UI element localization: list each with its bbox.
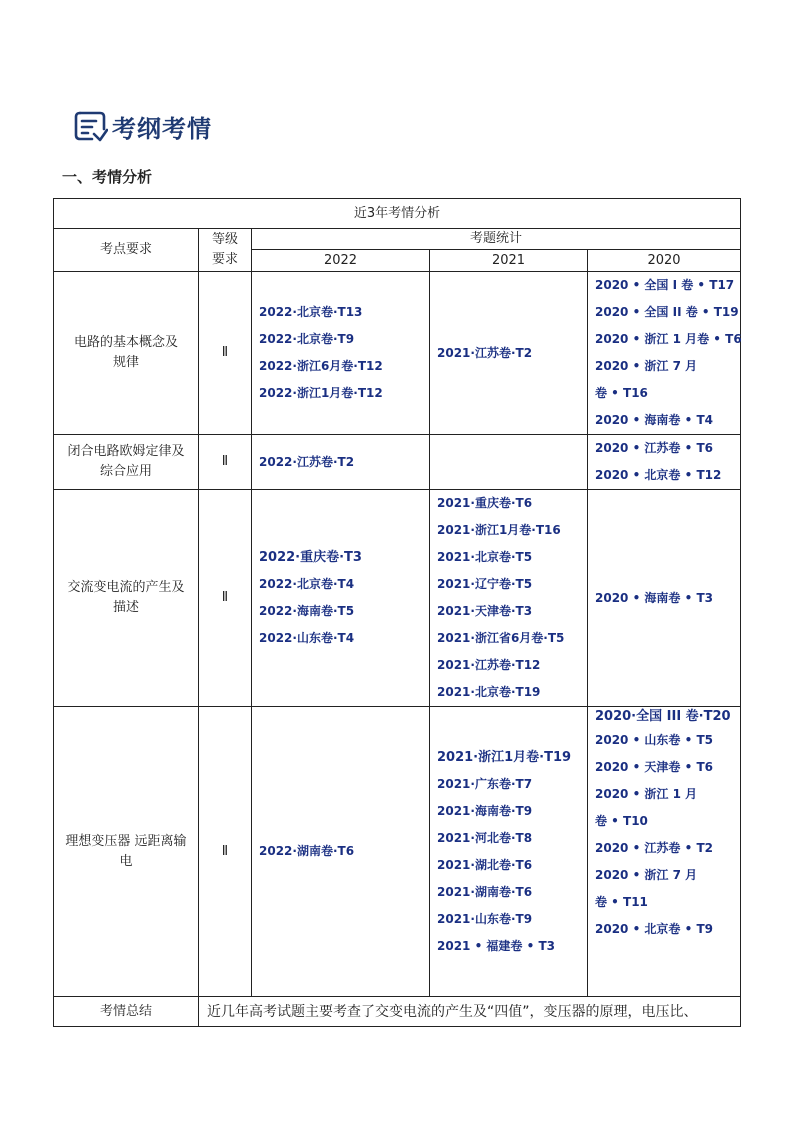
reference-item: 2020 • 海南卷 • T4 xyxy=(595,413,713,427)
reference-item: 2022·重庆卷·T3 xyxy=(259,550,362,565)
reference-item: 2022·北京卷·T13 xyxy=(259,305,363,319)
header-level: 等级要求 xyxy=(199,229,252,272)
refs-2021-cell xyxy=(430,272,588,435)
topic-cell: 闭合电路欧姆定律及综合应用 xyxy=(54,435,199,490)
reference-item: 2021·江苏卷·T2 xyxy=(437,345,533,360)
reference-item: 2020·全国 III 卷·T20 xyxy=(595,709,731,724)
exam-analysis-table xyxy=(53,198,741,1027)
reference-item: 2021·湖南卷·T6 xyxy=(437,884,533,899)
reference-item: 2021·湖北卷·T6 xyxy=(437,857,533,872)
level-cell: Ⅱ xyxy=(199,272,252,435)
header-stats: 考题统计 xyxy=(252,229,741,250)
topic-cell: 电路的基本概念及规律 xyxy=(54,272,199,435)
document-list-icon xyxy=(74,109,108,143)
reference-item: 2022·浙江6月卷·T12 xyxy=(259,359,383,373)
refs-2022-cell xyxy=(252,435,430,490)
level-cell: Ⅱ xyxy=(199,435,252,490)
section-heading: 一、考情分析 xyxy=(62,168,153,186)
refs-2020-cell xyxy=(588,272,741,435)
refs-2021-cell xyxy=(430,490,588,707)
reference-item: 2021·北京卷·T19 xyxy=(437,685,541,699)
page-header xyxy=(74,108,212,144)
reference-item: 2020 • 浙江 7 月 xyxy=(595,868,698,882)
reference-item: 2022·北京卷·T4 xyxy=(259,577,355,591)
table-title: 近3年考情分析 xyxy=(54,199,741,229)
reference-item: 卷 • T10 xyxy=(595,814,648,828)
header-topic: 考点要求 xyxy=(54,229,199,272)
topic-cell: 理想变压器 远距离输电 xyxy=(54,707,199,997)
reference-item: 2020 • 海南卷 • T3 xyxy=(595,590,713,605)
refs-2022-cell xyxy=(252,490,430,707)
reference-item: 2020 • 北京卷 • T9 xyxy=(595,922,713,936)
level-cell: Ⅱ xyxy=(199,490,252,707)
reference-item: 2021·广东卷·T7 xyxy=(437,776,533,791)
reference-item: 2020 • 浙江 1 月卷 • T6 xyxy=(595,332,742,346)
refs-2021-cell xyxy=(430,707,588,997)
header-year-2020: 2020 xyxy=(588,250,741,272)
refs-2020-cell xyxy=(588,490,741,707)
reference-item: 2020 • 北京卷 • T12 xyxy=(595,468,722,482)
topic-cell: 交流变电流的产生及描述 xyxy=(54,490,199,707)
refs-2020-cell xyxy=(588,707,741,997)
refs-2022-cell xyxy=(252,707,430,997)
reference-item: 2022·湖南卷·T6 xyxy=(259,844,355,858)
reference-item: 2022·浙江1月卷·T12 xyxy=(259,386,383,400)
reference-item: 2022·北京卷·T9 xyxy=(259,332,355,346)
header-year-2022: 2022 xyxy=(252,250,430,272)
reference-item: 卷 • T16 xyxy=(595,386,648,400)
reference-item: 2021·浙江省6月卷·T5 xyxy=(437,631,565,645)
reference-item: 2021·江苏卷·T12 xyxy=(437,658,541,672)
reference-item: 2020 • 浙江 7 月 xyxy=(595,359,698,373)
reference-item: 2021·北京卷·T5 xyxy=(437,550,533,564)
reference-item: 2020 • 山东卷 • T5 xyxy=(595,733,713,747)
reference-item: 2021·山东卷·T9 xyxy=(437,911,533,926)
page-title: 考纲考情 xyxy=(112,114,212,143)
header-year-2021: 2021 xyxy=(430,250,588,272)
reference-item: 2020 • 江苏卷 • T2 xyxy=(595,841,713,855)
reference-item: 2020 • 全国 I 卷 • T17 xyxy=(595,278,735,292)
summary-text: 近几年高考试题主要考查了交变电流的产生及“四值”，变压器的原理，电压比、 xyxy=(199,997,741,1027)
level-cell: Ⅱ xyxy=(199,707,252,997)
reference-item: 2021 • 福建卷 • T3 xyxy=(437,938,555,953)
reference-item: 2020 • 全国 II 卷 • T19 xyxy=(595,305,739,319)
reference-item: 卷 • T11 xyxy=(595,895,648,909)
refs-2020-cell xyxy=(588,435,741,490)
summary-label: 考情总结 xyxy=(54,997,199,1027)
reference-item: 2022·江苏卷·T2 xyxy=(259,454,355,469)
reference-item: 2021·辽宁卷·T5 xyxy=(437,577,533,591)
reference-item: 2022·海南卷·T5 xyxy=(259,604,355,618)
reference-item: 2021·河北卷·T8 xyxy=(437,830,533,845)
reference-item: 2021·重庆卷·T6 xyxy=(437,496,533,510)
reference-item: 2020 • 江苏卷 • T6 xyxy=(595,441,713,455)
reference-item: 2020 • 天津卷 • T6 xyxy=(595,760,713,774)
reference-item: 2021·浙江1月卷·T19 xyxy=(437,749,572,765)
reference-item: 2022·山东卷·T4 xyxy=(259,631,355,645)
refs-2021-cell xyxy=(430,435,588,490)
reference-item: 2021·浙江1月卷·T16 xyxy=(437,523,561,537)
reference-item: 2021·海南卷·T9 xyxy=(437,803,533,818)
refs-2022-cell xyxy=(252,272,430,435)
reference-item: 2021·天津卷·T3 xyxy=(437,604,533,618)
reference-item: 2020 • 浙江 1 月 xyxy=(595,787,698,801)
